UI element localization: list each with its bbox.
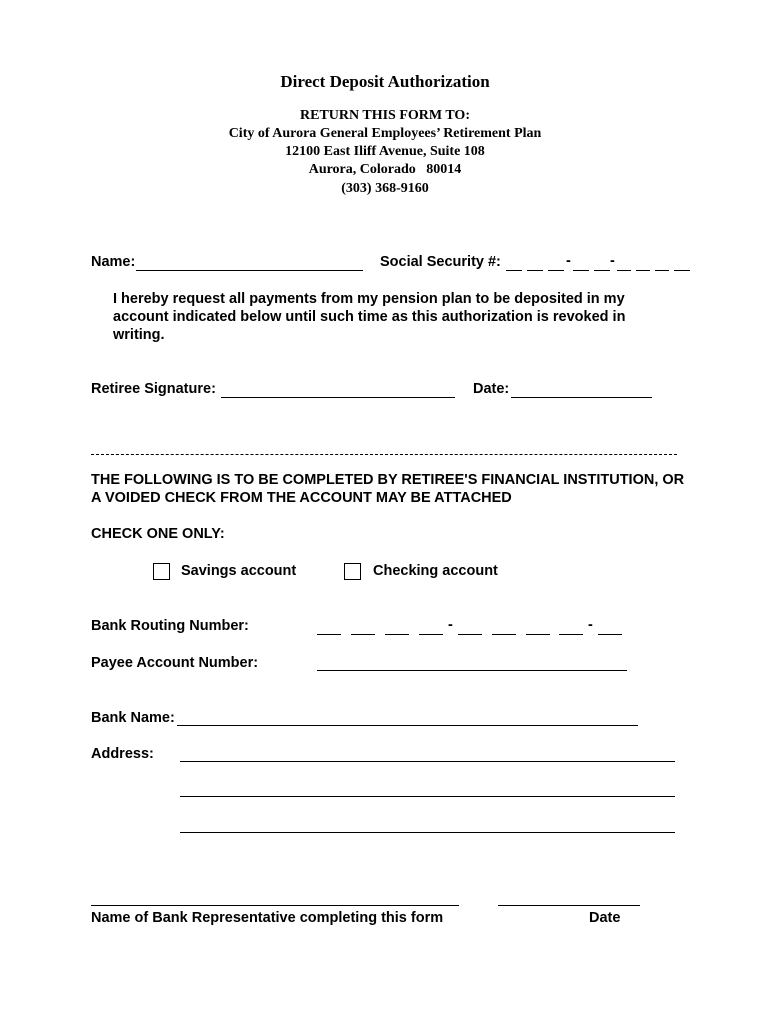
routing-label: Bank Routing Number: bbox=[91, 618, 249, 634]
date-label: Date: bbox=[473, 381, 510, 397]
check-one-label: CHECK ONE ONLY: bbox=[91, 526, 225, 542]
bank-name-label: Bank Name: bbox=[91, 710, 175, 726]
name-field[interactable] bbox=[136, 270, 363, 271]
address-line-2[interactable] bbox=[180, 796, 675, 797]
rep-name-field[interactable] bbox=[91, 905, 459, 906]
savings-label: Savings account bbox=[181, 563, 297, 579]
rep-date-label: Date bbox=[589, 910, 621, 926]
request-text: I hereby request all payments from my pension plan to be deposited in my account indicated below until such time as this authorization is revoked in writing. bbox=[113, 291, 626, 343]
checking-label: Checking account bbox=[373, 563, 498, 579]
checking-checkbox[interactable] bbox=[344, 563, 361, 580]
bank-section-heading: THE FOLLOWING IS TO BE COMPLETED BY RETIREE'S FINANCIAL INSTITUTION, OR A VOIDED CHECK FROM THE ACCOUNT MAY BE ATTACHED bbox=[91, 472, 685, 506]
rep-label: Name of Bank Representative completing this form bbox=[91, 910, 444, 926]
form-title: Direct Deposit Authorization bbox=[280, 72, 490, 91]
bank-name-field[interactable] bbox=[177, 725, 638, 726]
ssn-label: Social Security #: bbox=[380, 254, 501, 270]
savings-checkbox[interactable] bbox=[153, 563, 170, 580]
account-label: Payee Account Number: bbox=[91, 655, 259, 671]
address-line-1[interactable] bbox=[180, 761, 675, 762]
return-phone: (303) 368-9160 bbox=[341, 181, 429, 196]
return-heading: RETURN THIS FORM TO: bbox=[300, 108, 470, 123]
cut-line-divider bbox=[91, 454, 677, 455]
signature-field[interactable] bbox=[221, 397, 455, 398]
return-city: Aurora, Colorado 80014 bbox=[308, 162, 462, 177]
address-line-3[interactable] bbox=[180, 832, 675, 833]
name-label: Name: bbox=[91, 254, 136, 270]
address-label: Address: bbox=[91, 746, 154, 762]
return-org: City of Aurora General Employees’ Retirement Plan bbox=[228, 126, 542, 141]
rep-date-field[interactable] bbox=[498, 905, 640, 906]
return-street: 12100 East Iliff Avenue, Suite 108 bbox=[285, 144, 485, 159]
date-field[interactable] bbox=[511, 397, 652, 398]
signature-label: Retiree Signature: bbox=[91, 381, 216, 397]
account-number-field[interactable] bbox=[317, 670, 627, 671]
